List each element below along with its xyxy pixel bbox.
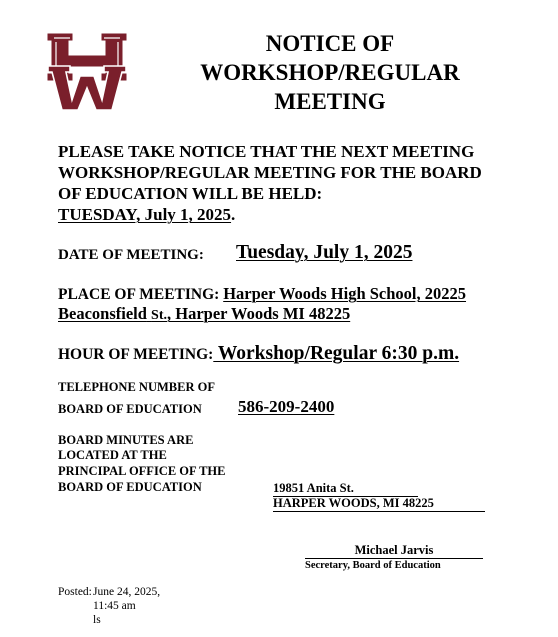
minutes-line-2: LOCATED AT THE: [58, 448, 167, 462]
minutes-line-4: BOARD OF EDUCATION: [58, 480, 202, 494]
minutes-line-1: BOARD MINUTES ARE: [58, 433, 194, 447]
phone-label-line2: BOARD OF EDUCATION: [58, 402, 202, 416]
place-row: [58, 284, 466, 304]
place-label: PLACE OF MEETING:: [58, 286, 220, 303]
notice-line-3: OF EDUCATION WILL BE HELD:: [58, 184, 323, 203]
hour-value: Workshop/Regular 6:30 p.m.: [213, 343, 460, 364]
hour-row: [58, 343, 459, 365]
address-line-1: 19851 Anita St.: [273, 481, 354, 495]
phone-value: 586-209-2400: [238, 397, 335, 416]
title-line-2: WORKSHOP/REGULAR: [200, 60, 460, 85]
place-street-suffix: St.: [151, 308, 167, 323]
title-line-1: NOTICE OF: [265, 31, 395, 56]
notice-date-line: [58, 205, 235, 225]
date-label: DATE OF MEETING:: [58, 247, 204, 263]
posted-date: June 24, 2025,: [93, 586, 161, 598]
notice-period: .: [231, 205, 236, 224]
date-value: Tuesday, July 1, 2025: [236, 242, 413, 263]
minutes-line-3: PRINCIPAL OFFICE OF THE: [58, 464, 226, 478]
place-city: , Harper Woods MI 48225: [167, 304, 351, 323]
notice-line-1: PLEASE TAKE NOTICE THAT THE NEXT MEETING: [58, 142, 475, 161]
signature-title: Secretary, Board of Education: [305, 560, 441, 571]
notice-line-2: WORKSHOP/REGULAR MEETING FOR THE BOARD: [58, 163, 482, 182]
place-value-line2: [58, 304, 350, 324]
signature-name: Michael Jarvis: [354, 543, 434, 557]
district-logo: [42, 30, 132, 114]
phone-label-line1: TELEPHONE NUMBER OF: [58, 380, 215, 394]
hw-logo-mark: [42, 30, 132, 114]
posted-initials: ls: [93, 614, 101, 626]
notice-date: TUESDAY, July 1, 2025: [58, 205, 232, 224]
posted-time: 11:45 am: [93, 600, 136, 612]
address-line-2-rule: [273, 511, 485, 512]
posted-label: Posted:: [58, 586, 92, 598]
title-line-3: MEETING: [274, 89, 386, 114]
place-value-line1: Harper Woods High School, 20225: [223, 284, 467, 303]
address-line-2: HARPER WOODS, MI 48225: [273, 496, 434, 510]
signature-rule: [305, 558, 483, 559]
hour-label: HOUR OF MEETING:: [58, 346, 214, 363]
place-street: Beaconsfield: [58, 304, 147, 323]
